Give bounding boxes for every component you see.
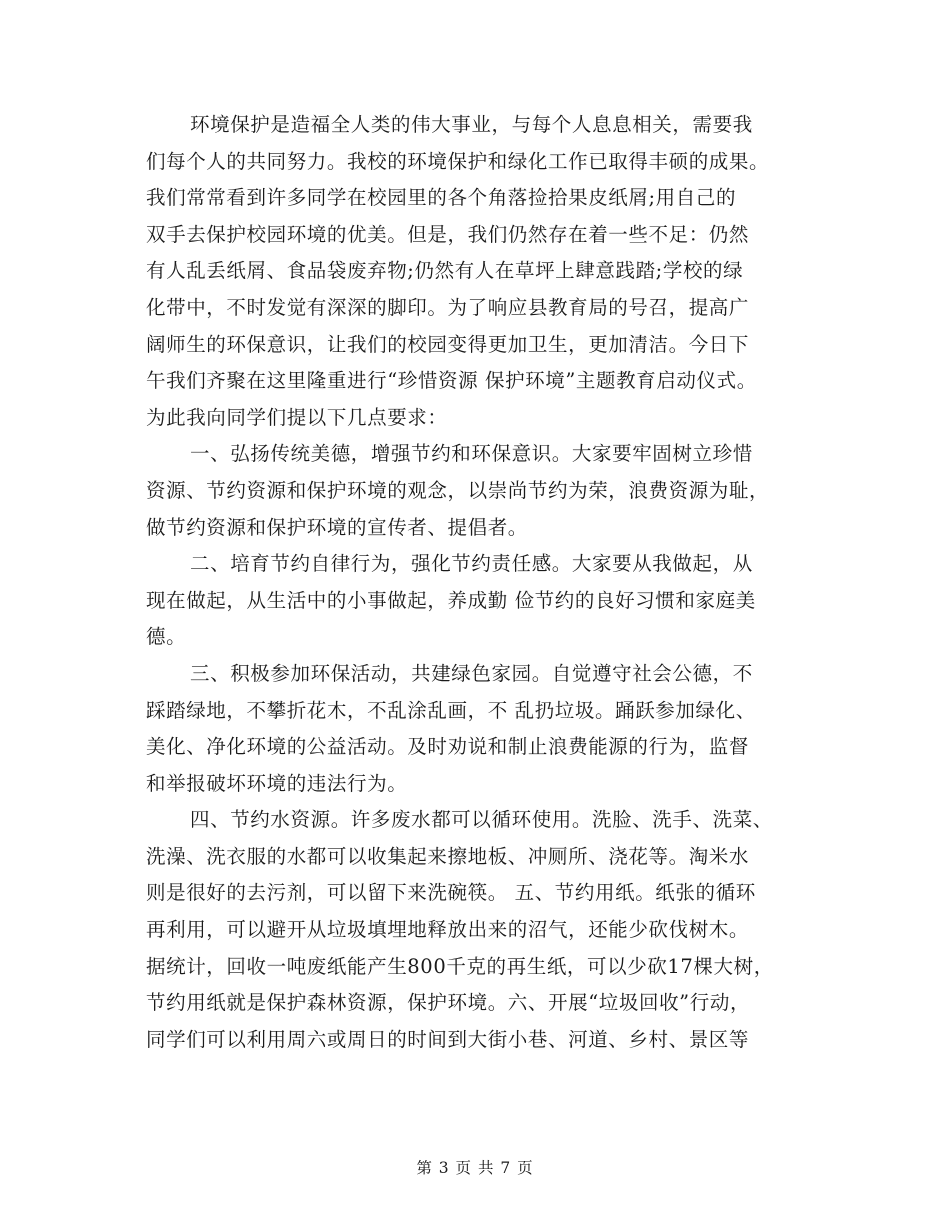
text-line: 环境保护是造福全人类的伟大事业，与每个人息息相关，需要我: [190, 113, 753, 136]
text-line: 午我们齐聚在这里隆重进行“珍惜资源 保护环境”主题教育启动仪式。: [146, 369, 757, 393]
text-line: 再利用，可以避开从垃圾填埋地释放出来的沼气，还能少砍伐树木。: [146, 918, 750, 942]
document-body: [146, 107, 806, 1058]
text-line: 同学们可以利用周六或周日的时间到大街小巷、河道、乡村、景区等: [146, 1027, 750, 1051]
text-line: 和举报破坏环境的违法行为。: [146, 771, 408, 795]
text-line: 现在做起，从生活中的小事做起，养成勤 俭节约的良好习惯和家庭美: [146, 588, 756, 612]
text-line: 则是很好的去污剂，可以留下来洗碗筷。 五、节约用纸。纸张的循环: [146, 881, 756, 905]
text-line: 二、培育节约自律行为，强化节约责任感。大家要从我做起，从: [190, 552, 753, 576]
text-line: 我们常常看到许多同学在校园里的各个角落捡拾果皮纸屑;用自己的: [146, 186, 737, 210]
text-line: 化带中，不时发觉有深深的脚印。为了响应县教育局的号召，提高广: [146, 295, 750, 319]
text-line: 四、节约水资源。许多废水都可以循环使用。洗脸、洗手、洗菜、: [190, 808, 773, 832]
text-line: 一、弘扬传统美德，增强节约和环保意识。大家要牢固树立珍惜: [190, 442, 753, 466]
text-line: 三、积极参加环保活动，共建绿色家园。自觉遵守社会公德，不: [190, 661, 753, 685]
text-line: 据统计，回收一吨废纸能产生800千克的再生纸，可以少砍17棵大树，: [146, 954, 774, 978]
page-number-footer: 第 3 页 共 7 页: [416, 1159, 534, 1177]
text-line: 双手去保护校园环境的优美。但是，我们仍然存在着一些不足：仍然: [146, 222, 750, 246]
text-line: 节约用纸就是保护森林资源，保护环境。六、开展“垃圾回收”行动，: [146, 991, 751, 1015]
text-line: 阔师生的环保意识，让我们的校园变得更加卫生，更加清洁。今日下: [146, 332, 750, 356]
text-line: 洗澡、洗衣服的水都可以收集起来擦地板、冲厕所、浇花等。淘米水: [146, 844, 750, 868]
text-line: 们每个人的共同努力。我校的环境保护和绿化工作已取得丰硕的成果。: [146, 149, 770, 173]
text-line: 为此我向同学们提以下几点要求：: [146, 405, 448, 429]
text-line: 美化、净化环境的公益活动。及时劝说和制止浪费能源的行为，监督: [146, 735, 750, 759]
text-line: 资源、节约资源和保护环境的观念，以崇尚节约为荣，浪费资源为耻，: [146, 478, 770, 502]
text-line: 踩踏绿地，不攀折花木，不乱涂乱画，不 乱扔垃圾。踊跃参加绿化、: [146, 698, 756, 722]
text-line: 有人乱丢纸屑、食品袋废弃物;仍然有人在草坪上肆意践踏;学校的绿: [146, 259, 744, 283]
text-line: 做节约资源和保护环境的宣传者、提倡者。: [146, 515, 528, 539]
text-line: 德。: [146, 625, 187, 649]
